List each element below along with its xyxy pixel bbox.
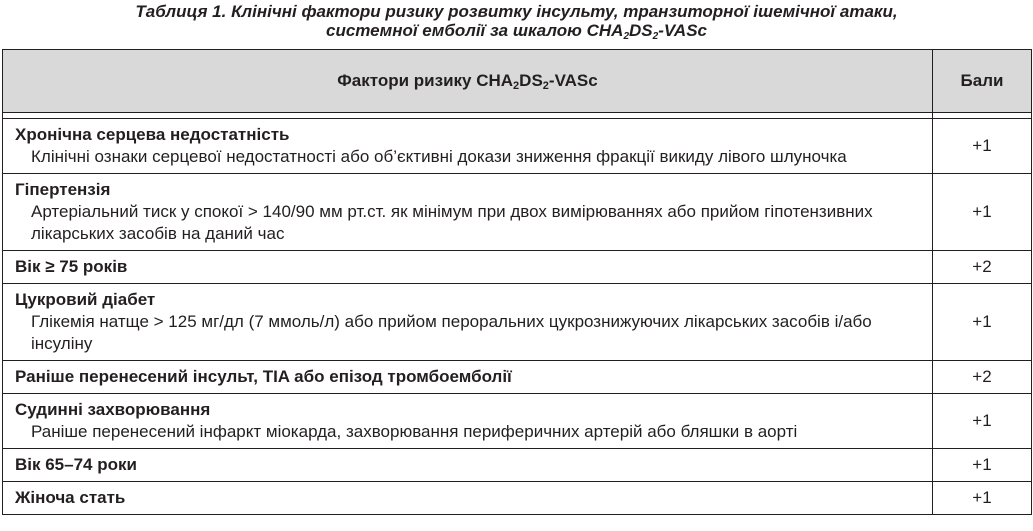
factor-cell: [3, 284, 933, 361]
header-subscript: 2: [513, 80, 520, 92]
caption-text: -VASc: [658, 21, 707, 40]
factor-title: Хронічна серцева недостатність: [15, 125, 290, 144]
caption-line-2: [0, 21, 1033, 40]
table-row: [3, 251, 1032, 284]
risk-factors-table: [2, 49, 1032, 515]
table-row: [3, 482, 1032, 515]
table-row: [3, 174, 1032, 251]
points-cell: +1: [933, 449, 1032, 482]
table-row: [3, 449, 1032, 482]
header-subscript: 2: [542, 80, 549, 92]
factor-description: Артеріальний тиск у спокої > 140/90 мм рт.ст. як мінімум при двох вимірюваннях або прийом гіпотензивних лікарських засобів на даний час: [31, 202, 873, 243]
table-caption: [0, 0, 1033, 49]
points-cell: +2: [933, 251, 1032, 284]
header-points: Бали: [933, 50, 1032, 113]
table-row: [3, 361, 1032, 394]
points-cell: +1: [933, 284, 1032, 361]
table-row: [3, 394, 1032, 449]
factor-cell: [3, 449, 933, 482]
table-body: [3, 113, 1032, 515]
factor-description: Глікемія натще > 125 мг/дл (7 ммоль/л) або прийом пероральних цукрознижуючих лікарських засобів і/або інсуліну: [31, 312, 872, 353]
caption-line-1: Таблиця 1. Клінічні фактори ризику розвитку інсульту, транзиторної ішемічної атаки,: [135, 2, 898, 21]
table-row: [3, 284, 1032, 361]
factor-title: Цукровий діабет: [15, 290, 156, 309]
header-risk-factors: [3, 50, 933, 113]
factor-description: Раніше перенесений інфаркт міокарда, захворювання периферичних артерій або бляшки в аорті: [31, 422, 798, 441]
points-cell: +1: [933, 119, 1032, 174]
factor-cell: [3, 482, 933, 515]
factor-cell: [3, 174, 933, 251]
points-cell: +1: [933, 394, 1032, 449]
factor-title: Вік 65–74 роки: [15, 455, 137, 474]
caption-text: системної емболії за шкалою CHA: [325, 21, 624, 40]
factor-description: Клінічні ознаки серцевої недостатності або об’єктивні докази зниження фракції викиду лівого шлуночка: [31, 147, 847, 166]
caption-subscript: 2: [652, 31, 659, 42]
factor-title: Судинні захворювання: [15, 400, 211, 419]
factor-cell: [3, 361, 933, 394]
points-cell: +1: [933, 482, 1032, 515]
factor-title: Вік ≥ 75 років: [15, 257, 128, 276]
header-text: Фактори ризику CHA: [337, 71, 514, 90]
factor-title: Жіноча стать: [15, 488, 126, 507]
table-header-row: [3, 50, 1032, 113]
factor-cell: [3, 251, 933, 284]
points-cell: +2: [933, 361, 1032, 394]
caption-subscript: 2: [623, 31, 629, 42]
header-text: DS: [519, 71, 543, 90]
table-row: [3, 119, 1032, 174]
caption-text: DS: [629, 21, 653, 40]
factor-title: Гіпертензія: [15, 180, 111, 199]
factor-cell: [3, 119, 933, 174]
points-cell: +1: [933, 174, 1032, 251]
factor-title: Раніше перенесений інсульт, TIA або епізод тромбоемболії: [15, 367, 512, 386]
header-text: -VASc: [548, 71, 598, 90]
factor-cell: [3, 394, 933, 449]
